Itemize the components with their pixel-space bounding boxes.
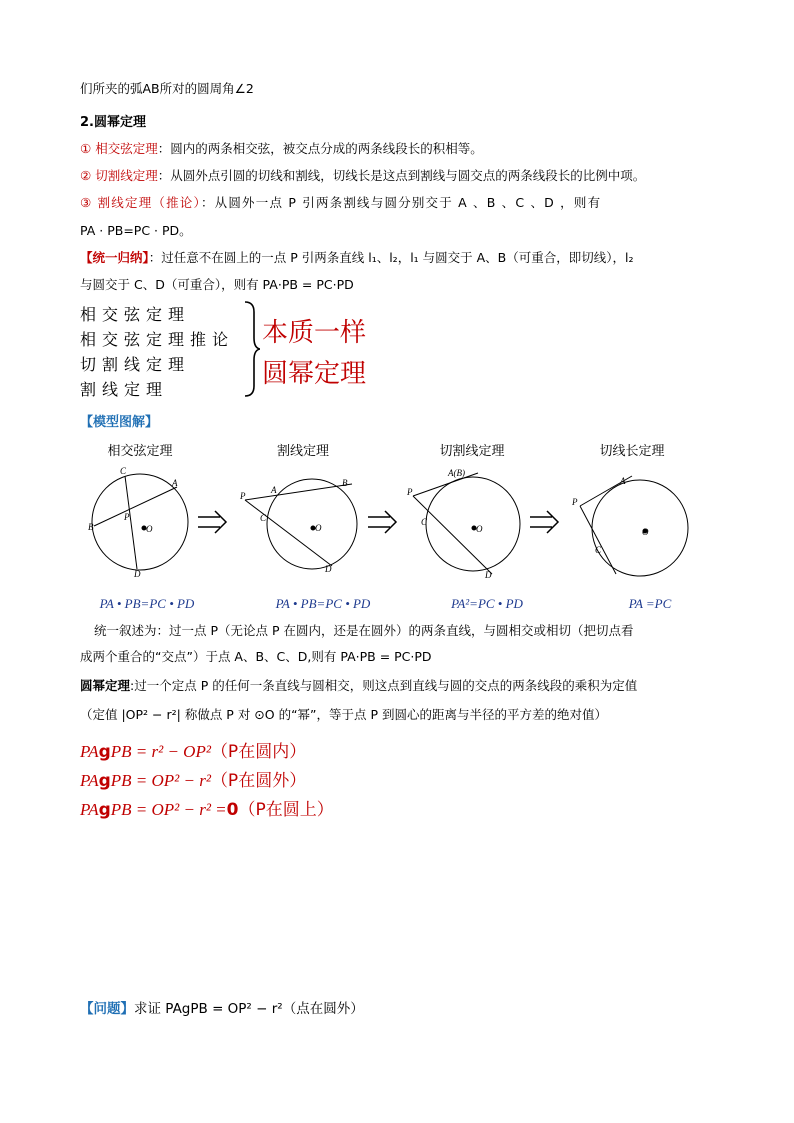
brace-icon	[240, 300, 260, 400]
formula-g: g	[98, 800, 111, 820]
figure-formula: PA • PB=PC • PD	[99, 596, 195, 611]
geometry-figures	[80, 462, 720, 584]
unify-line1	[80, 248, 633, 266]
figure-tangent-length	[580, 476, 688, 576]
unify-text1: ：过任意不在圆上的一点 P 引两条直线 l₁、l₂，l₁ 与圆交于 A、B（可重合，即切线），l₂	[148, 250, 634, 265]
svg-text:D: D	[325, 564, 332, 574]
summary-item: 相交弦定理	[80, 305, 191, 324]
power-line2: （定值 |OP² − r²| 称做点 P 对 ⊙O 的“幂”，等于点 P 到圆心的距离与半径的平方差的绝对值）	[80, 707, 608, 722]
summary-item: 切割线定理	[80, 355, 191, 374]
item-tangent-secant	[80, 166, 645, 184]
power-label: 圆幂定理	[80, 678, 131, 693]
svg-text:A: A	[620, 476, 626, 486]
formula-cond: （P在圆上）	[238, 800, 334, 820]
formula-mid: PB = r² − OP²	[110, 742, 211, 761]
item-text: ：从圆外一点 P 引两条割线与圆分别交于 A 、B 、C 、D ，则有	[200, 195, 602, 210]
formula-zero: 0	[226, 800, 239, 820]
figure-title: 切线长定理	[599, 444, 665, 459]
svg-text:C: C	[595, 545, 602, 555]
svg-text:A: A	[271, 485, 277, 495]
section-title: 2.圆幂定理	[80, 115, 146, 130]
figure-title: 相交弦定理	[107, 444, 173, 459]
svg-text:O: O	[642, 527, 649, 537]
figure-secants	[245, 479, 357, 569]
svg-text:A: A	[172, 478, 178, 488]
summary-item: 相交弦定理推论	[80, 330, 235, 349]
unify-label: 【统一归纳】	[80, 250, 149, 265]
formula-cond: （P在圆内）	[210, 742, 307, 762]
figure-formula: PA²=PC • PD	[451, 596, 523, 611]
svg-text:O: O	[315, 523, 322, 533]
svg-text:P: P	[572, 497, 578, 507]
figure-intersecting-chords	[92, 474, 188, 570]
item-secant-cont: PA · PB=PC · PD。	[80, 223, 192, 238]
continued-text: 们所夹的弧AB所对的圆周角∠2	[80, 81, 254, 96]
formula-mid: PB = OP² − r²	[110, 771, 211, 790]
formula-inside	[80, 737, 306, 762]
question-text: 求证 PAgPB = OP² − r²（点在圆外）	[134, 1001, 364, 1017]
formula-on-circle	[80, 795, 334, 820]
svg-text:P: P	[124, 512, 130, 522]
svg-text:O: O	[146, 524, 153, 534]
svg-text:P: P	[240, 491, 246, 501]
statement-line2: 成两个重合的“交点”）于点 A、B、C、D,则有 PA·PB = PC·PD	[80, 649, 432, 664]
item-title: 切割线定理	[95, 168, 158, 183]
svg-text:C: C	[120, 466, 127, 476]
item-number: ③	[80, 195, 93, 210]
svg-text:D: D	[134, 569, 141, 579]
svg-text:P: P	[407, 487, 413, 497]
formula-g: g	[98, 771, 111, 791]
item-number: ②	[80, 168, 92, 183]
implies-icon	[198, 511, 558, 533]
svg-text:B: B	[88, 522, 94, 532]
item-number: ①	[80, 141, 92, 156]
figure-tangent-secant	[413, 473, 520, 574]
summary-item: 割线定理	[80, 380, 169, 399]
formula-g: g	[98, 742, 111, 762]
item-text: ：圆内的两条相交弦，被交点分成的两条线段长的积相等。	[157, 141, 483, 156]
svg-text:C: C	[421, 517, 428, 527]
formula-mid: PB = OP² − r² =	[110, 800, 227, 819]
svg-text:B: B	[342, 478, 348, 488]
item-intersecting-chords	[80, 139, 483, 157]
svg-text:O: O	[476, 524, 483, 534]
formula-lhs: PA	[80, 800, 99, 819]
power-text1: :过一个定点 P 的任何一条直线与圆相交，则这点到直线与圆的交点的两条线段的乘积为定值	[130, 678, 638, 693]
model-label: 【模型图解】	[80, 415, 159, 430]
figure-formula: PA =PC	[628, 596, 672, 611]
figure-title: 割线定理	[276, 444, 329, 459]
formula-outside	[80, 766, 306, 791]
question-label: 【问题】	[80, 1001, 134, 1017]
question	[80, 997, 364, 1017]
figure-title: 切割线定理	[439, 444, 505, 459]
item-title: 相交弦定理	[95, 141, 158, 156]
summary-right: 圆幂定理	[262, 359, 367, 389]
summary-right: 本质一样	[262, 318, 367, 348]
item-secant	[80, 193, 601, 211]
svg-text:A(B): A(B)	[448, 468, 465, 478]
unify-line2: 与圆交于 C、D（可重合），则有 PA·PB = PC·PD	[80, 277, 354, 292]
item-text: ：从圆外点引圆的切线和割线，切线长是这点到割线与圆交点的两条线段长的比例中项。	[157, 168, 646, 183]
svg-text:C: C	[260, 513, 267, 523]
formula-cond: （P在圆外）	[210, 771, 307, 791]
formula-lhs: PA	[80, 771, 99, 790]
formula-lhs: PA	[80, 742, 99, 761]
statement-line1: 统一叙述为：过一点 P（无论点 P 在圆内，还是在圆外）的两条直线，与圆相交或相切（把切点看	[94, 623, 634, 638]
svg-text:D: D	[485, 570, 492, 580]
power-line1	[80, 676, 637, 694]
item-title: 割线定理（推论）	[97, 195, 201, 210]
figure-formula: PA • PB=PC • PD	[275, 596, 371, 611]
